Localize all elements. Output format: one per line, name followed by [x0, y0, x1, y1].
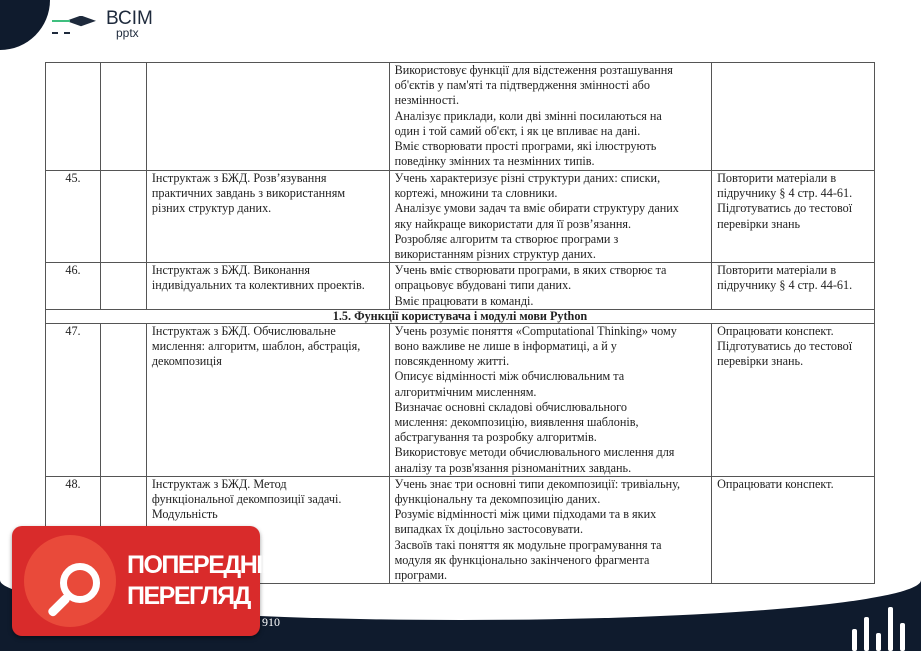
learning-outcomes — [389, 323, 712, 476]
learning-outcomes-line: випадках їх доцільно застосовувати. — [394, 522, 584, 537]
page-number: 910 — [262, 615, 280, 629]
lesson-topic-line: декомпозиція — [151, 354, 222, 369]
learning-outcomes-line: Визначає основні складові обчислювального — [394, 399, 627, 414]
lesson-topic-line: різних структур даних. — [151, 201, 272, 216]
table-row — [46, 263, 875, 310]
learning-outcomes-line: аналізу та розв'язання різноманітних завдань. — [394, 460, 632, 475]
learning-outcomes-line: об'єктів у пам'яті та підтвердження змінності або — [394, 78, 650, 93]
homework-line: Підготуватись до тестової — [717, 339, 853, 354]
learning-outcomes — [389, 476, 712, 583]
homework-line: Повторити матеріали в — [717, 263, 837, 278]
lesson-number: 46. — [46, 263, 101, 310]
learning-outcomes-line: Вміє працювати в команді. — [394, 293, 534, 308]
lesson-number — [46, 63, 101, 171]
homework-line: перевірки знань. — [717, 354, 804, 369]
lesson-topic — [146, 263, 389, 310]
learning-outcomes-line: незмінності. — [394, 93, 459, 108]
homework — [712, 263, 875, 310]
section-row — [46, 309, 875, 323]
learning-outcomes-line: абстрагування та розробку алгоритмів. — [394, 430, 597, 445]
lesson-number: 48. — [46, 476, 101, 583]
learning-outcomes — [389, 263, 712, 310]
table-row — [46, 63, 875, 171]
homework-line: Опрацювати конспект. — [717, 476, 834, 491]
lesson-topic-line: Інструктаж з БЖД. Обчислювальне — [151, 323, 336, 338]
learning-outcomes-line: використанням різних структур даних. — [394, 247, 596, 262]
learning-outcomes-line: Використовує методи обчислювального мислення для — [394, 445, 675, 460]
date-cell — [100, 263, 146, 310]
learning-outcomes-line: Описує відмінності між обчислювальним та — [394, 369, 625, 384]
homework — [712, 476, 875, 583]
homework — [712, 63, 875, 171]
preview-line1: ПОПЕРЕДНІЙ — [127, 551, 279, 579]
date-cell — [100, 63, 146, 171]
lesson-topic-line: Модульність — [151, 507, 218, 522]
lesson-topic-line: індивідуальних та колективних проектів. — [151, 278, 365, 293]
learning-outcomes-line: Учень розуміє поняття «Computational Thinking» чому — [394, 323, 677, 338]
learning-outcomes-line: програми. — [394, 568, 448, 583]
logo-name: ВСІМ — [106, 8, 153, 29]
date-cell — [100, 171, 146, 263]
learning-outcomes-line: Учень знає три основні типи декомпозиції: тривіальну, — [394, 476, 681, 491]
table-row — [46, 171, 875, 263]
homework-line: підручнику § 4 стр. 44-61. — [717, 278, 853, 293]
homework — [712, 323, 875, 476]
lesson-number: 45. — [46, 171, 101, 263]
learning-outcomes-line: яку найкраще використати для її розв’язання. — [394, 216, 632, 231]
date-cell — [100, 323, 146, 476]
brand-bars-icon — [850, 580, 920, 651]
learning-outcomes-line: воно важливе не лише в інформатиці, а й у — [394, 339, 617, 354]
homework — [712, 171, 875, 263]
learning-outcomes-line: опрацьовує вбудовані типи даних. — [394, 278, 572, 293]
learning-outcomes-line: кортежі, множини та словники. — [394, 186, 558, 201]
homework-line: Повторити матеріали в — [717, 171, 837, 185]
learning-outcomes-line: модуля як функціонально закінченого фрагмента — [394, 552, 650, 567]
learning-outcomes-line: Аналізує умови задач та вміє обирати структуру даних — [394, 201, 679, 216]
learning-outcomes-line: Розуміє відмінності між цими підходами та в яких — [394, 507, 657, 522]
learning-outcomes-line: повсякденному житті. — [394, 354, 510, 369]
magnifier-icon — [24, 535, 116, 627]
lesson-topic-line: Інструктаж з БЖД. Розв’язування — [151, 171, 327, 185]
learning-outcomes-line: алгоритмічним мисленням. — [394, 384, 537, 399]
learning-outcomes-line: мислення: декомпозицію, виявлення шаблонів, — [394, 415, 639, 430]
learning-outcomes-line: поведінку змінних та незмінних типів. — [394, 154, 595, 169]
learning-outcomes-line: функціональну та декомпозицію даних. — [394, 492, 601, 507]
lesson-topic-line: мислення: алгоритм, шаблон, абстрація, — [151, 339, 361, 354]
section-heading: 1.5. Функції користувача і модулі мови Python — [46, 309, 875, 323]
graduation-cap-icon — [48, 12, 100, 38]
learning-outcomes-line: Вміє створювати прості програми, які ілюструють — [394, 139, 657, 154]
learning-outcomes-line: Аналізує приклади, коли дві змінні посилаються на — [394, 108, 662, 123]
learning-outcomes-line: один і той самий об'єкт, і як це впливає на дані. — [394, 123, 641, 138]
learning-outcomes — [389, 171, 712, 263]
lesson-topic-line: Інструктаж з БЖД. Метод — [151, 476, 287, 491]
homework-line: Підготуватись до тестової — [717, 201, 853, 216]
logo-sub: pptx — [116, 26, 139, 40]
homework-line: перевірки знань — [717, 216, 801, 231]
lesson-topic-line: практичних завдань з використанням — [151, 186, 346, 201]
lesson-topic-line: функціональної декомпозиції задачі. — [151, 492, 342, 507]
preview-line2: ПЕРЕГЛЯД — [127, 582, 250, 610]
learning-outcomes-line: Використовує функції для відстеження розташування — [394, 63, 673, 77]
learning-outcomes-line: Учень характеризує різні структури даних: списки, — [394, 171, 661, 185]
vsim-logo — [48, 10, 153, 39]
homework-line: Опрацювати конспект. — [717, 323, 834, 338]
lesson-topic — [146, 171, 389, 263]
learning-outcomes-line: Учень вміє створювати програми, в яких створює та — [394, 263, 667, 278]
lesson-topic — [146, 63, 389, 171]
table-row — [46, 323, 875, 476]
lesson-topic-line: Інструктаж з БЖД. Виконання — [151, 263, 310, 278]
lesson-number: 47. — [46, 323, 101, 476]
learning-outcomes — [389, 63, 712, 171]
learning-outcomes-line: Розробляє алгоритм та створює програми з — [394, 231, 619, 246]
lesson-plan-table — [45, 62, 875, 584]
homework-line: підручнику § 4 стр. 44-61. — [717, 186, 853, 201]
lesson-topic — [146, 323, 389, 476]
learning-outcomes-line: Засвоїв такі поняття як модульне програмування та — [394, 537, 662, 552]
